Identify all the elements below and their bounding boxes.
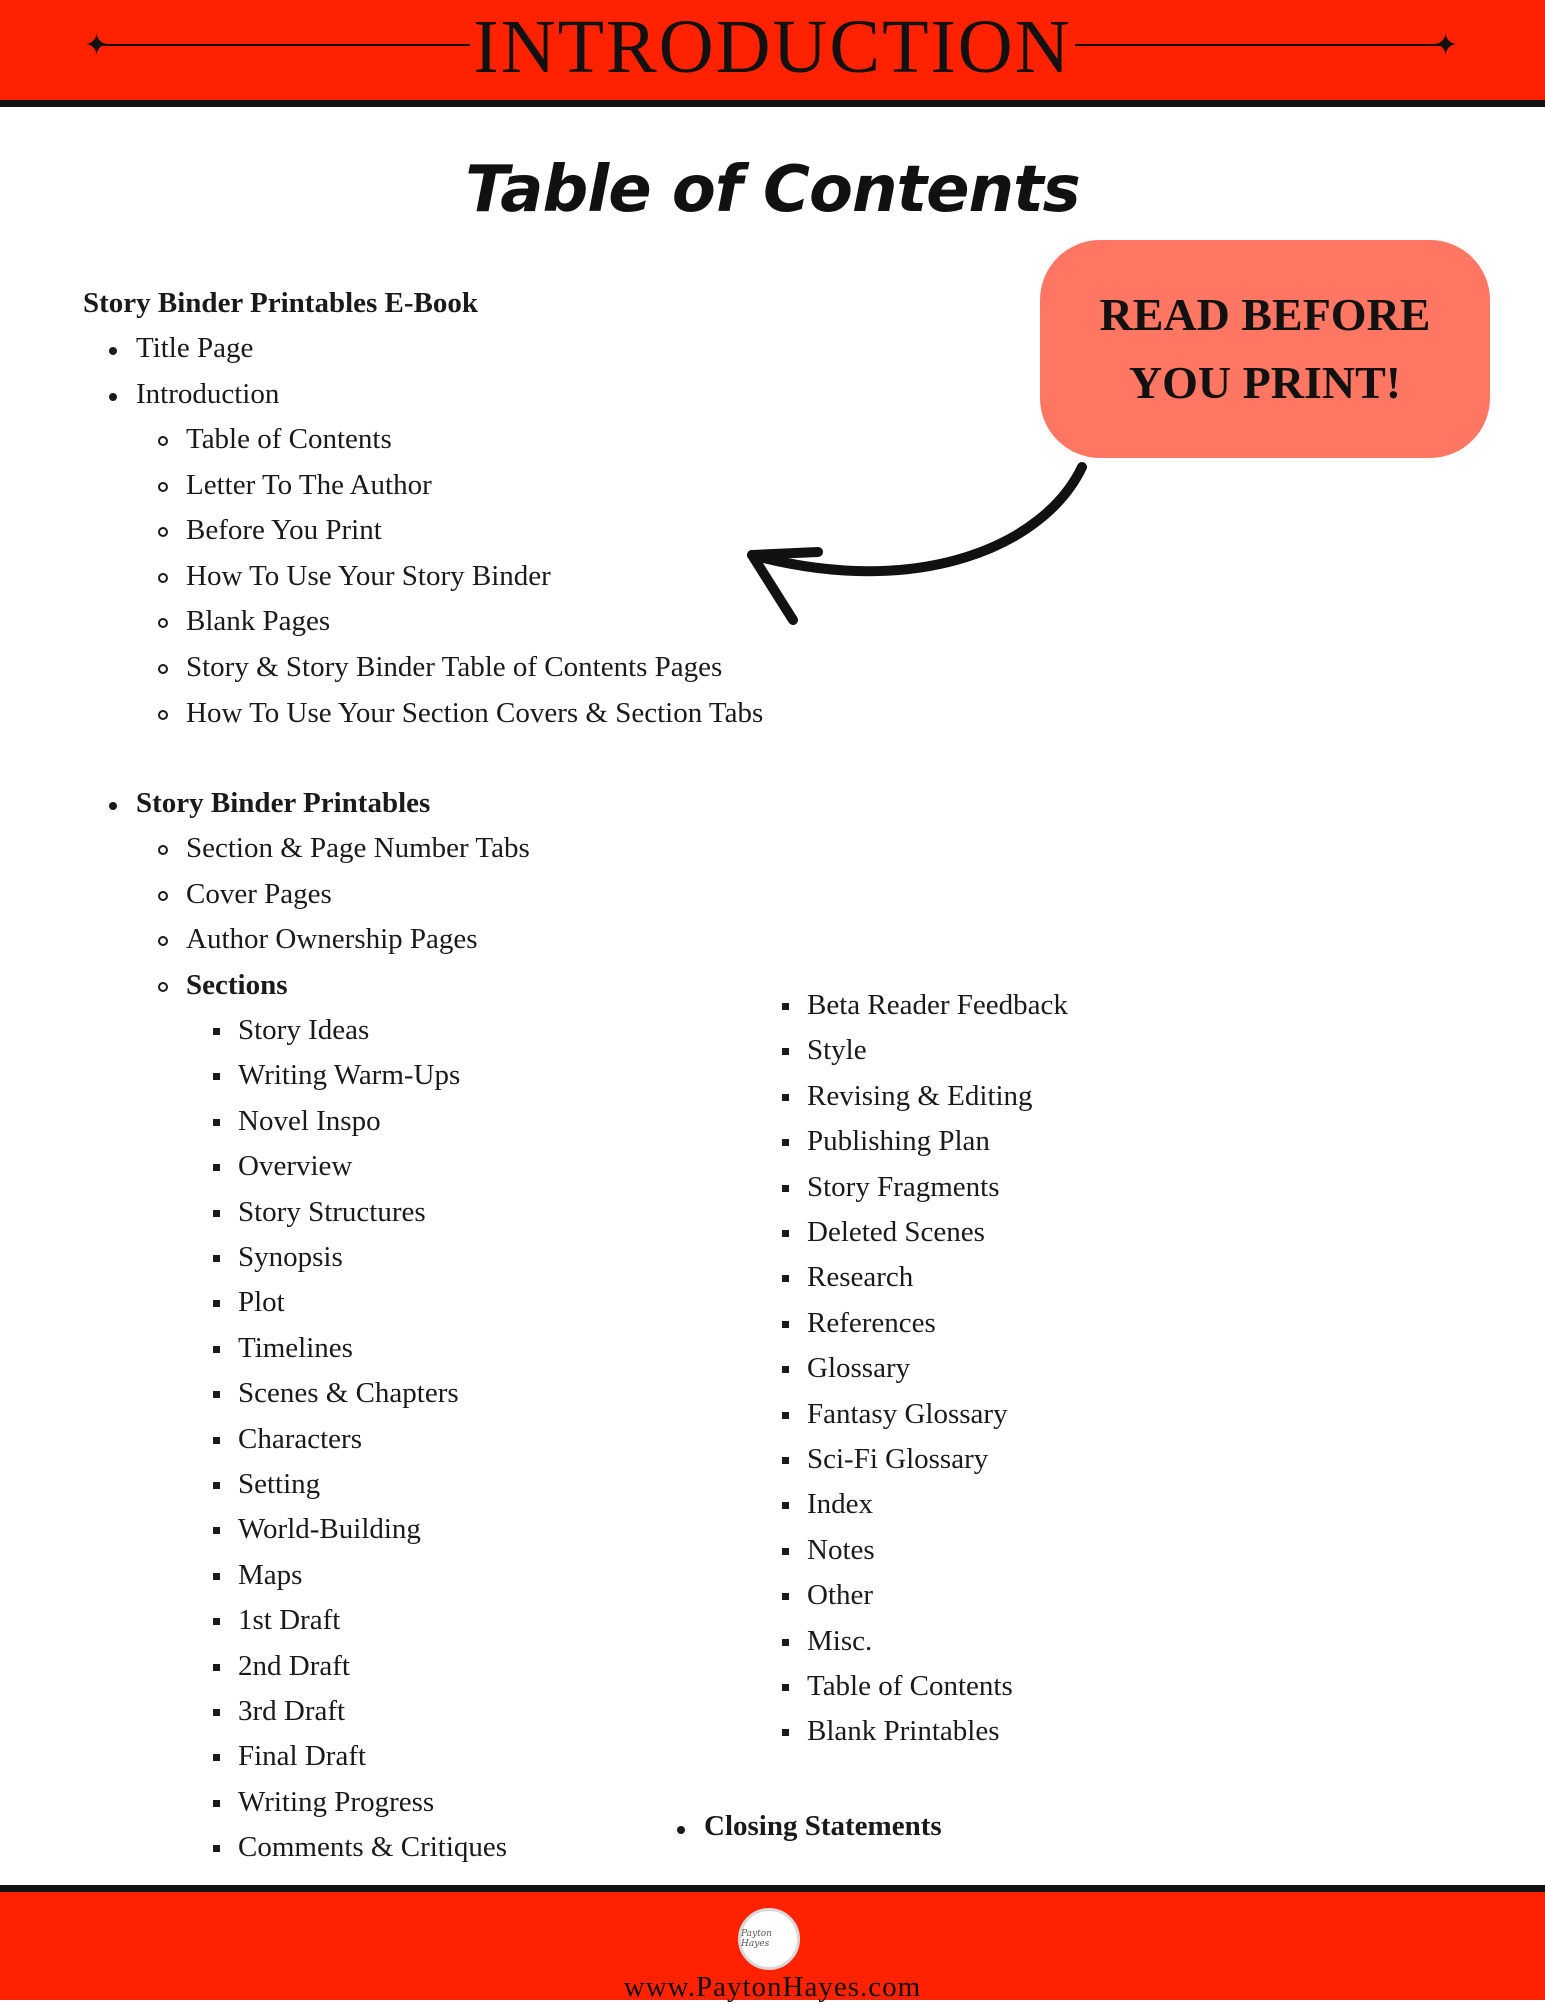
header-left-line [100, 44, 470, 46]
square-bullet-icon [782, 1412, 789, 1419]
square-bullet-icon [213, 1527, 220, 1534]
section-item: Characters [238, 1422, 362, 1455]
square-bullet-icon [782, 1729, 789, 1736]
square-bullet-icon [782, 1275, 789, 1282]
toc-item-printables: Story Binder Printables [136, 787, 431, 819]
section-item: References [807, 1306, 936, 1339]
section-item: Publishing Plan [807, 1125, 990, 1158]
page-title: Table of Contents [465, 153, 1080, 227]
square-bullet-icon [782, 1366, 789, 1373]
square-bullet-icon [782, 1230, 789, 1237]
bullet-icon [109, 802, 117, 810]
square-bullet-icon [213, 1255, 220, 1262]
section-item: Deleted Scenes [807, 1216, 985, 1248]
header-title: INTRODUCTION [473, 5, 1072, 89]
section-item: Story Structures [238, 1195, 426, 1228]
section-item: Table of Contents [807, 1670, 1013, 1702]
square-bullet-icon [782, 1684, 789, 1691]
toc-subitem: Letter To The Author [186, 468, 432, 501]
toc-subitem: Blank Pages [186, 605, 331, 638]
section-item: 3rd Draft [238, 1695, 346, 1727]
square-bullet-icon [213, 1482, 220, 1489]
square-bullet-icon [782, 1593, 789, 1600]
square-bullet-icon [782, 1639, 789, 1646]
section-item: Beta Reader Feedback [807, 989, 1068, 1021]
section-item: Notes [807, 1533, 875, 1566]
circle-bullet-icon [158, 527, 168, 537]
section-item: Sci-Fi Glossary [807, 1443, 989, 1475]
section-item: Research [807, 1261, 914, 1294]
square-bullet-icon [782, 1502, 789, 1509]
square-bullet-icon [213, 1119, 220, 1126]
section-item: Plot [238, 1286, 285, 1319]
circle-bullet-icon [158, 982, 168, 992]
section-item: Story Fragments [807, 1170, 1000, 1203]
square-bullet-icon [782, 1003, 789, 1010]
circle-bullet-icon [158, 845, 168, 855]
section-item: 2nd Draft [238, 1649, 350, 1682]
section-item: Final Draft [238, 1740, 367, 1773]
header-right-line [1075, 44, 1445, 46]
toc-heading: Story Binder Printables E-Book [83, 287, 479, 319]
header-rule [0, 100, 1545, 107]
section-item: Timelines [238, 1331, 353, 1364]
square-bullet-icon [213, 1028, 220, 1035]
bullet-icon [677, 1826, 685, 1834]
toc-subitem: Before You Print [186, 514, 382, 547]
section-item: Index [807, 1488, 874, 1521]
square-bullet-icon [213, 1800, 220, 1807]
square-bullet-icon [213, 1164, 220, 1171]
section-item: Fantasy Glossary [807, 1397, 1008, 1430]
section-item: Style [807, 1034, 867, 1067]
square-bullet-icon [782, 1094, 789, 1101]
square-bullet-icon [782, 1457, 789, 1464]
payton-hayes-logo: Payton Hayes [738, 1908, 800, 1970]
toc-subitem: Author Ownership Pages [186, 923, 478, 956]
square-bullet-icon [213, 1073, 220, 1080]
section-item: Maps [238, 1558, 303, 1591]
footer-url: www.PaytonHayes.com [623, 1971, 922, 2003]
section-item: Blank Printables [807, 1715, 1000, 1748]
square-bullet-icon [213, 1210, 220, 1217]
toc-subitem: Section & Page Number Tabs [186, 832, 530, 864]
square-bullet-icon [213, 1391, 220, 1398]
curved-arrow-icon [730, 455, 1090, 635]
section-item: Overview [238, 1150, 353, 1183]
toc-subitem: How To Use Your Story Binder [186, 559, 551, 592]
section-item: Misc. [807, 1624, 873, 1657]
square-bullet-icon [782, 1321, 789, 1328]
section-item: World-Building [238, 1513, 421, 1546]
section-item: Glossary [807, 1352, 911, 1385]
section-item: Other [807, 1579, 874, 1612]
section-item: Scenes & Chapters [238, 1377, 459, 1410]
square-bullet-icon [213, 1754, 220, 1761]
circle-bullet-icon [158, 710, 168, 720]
section-item: Setting [238, 1468, 321, 1500]
toc-subitem: How To Use Your Section Covers & Section Tabs [186, 696, 764, 729]
square-bullet-icon [213, 1573, 220, 1580]
circle-bullet-icon [158, 891, 168, 901]
toc-item-title-page: Title Page [136, 332, 254, 364]
toc-subitem: Table of Contents [186, 423, 392, 455]
section-item: Story Ideas [238, 1014, 370, 1046]
read-before-print-callout [1040, 240, 1490, 458]
toc-subitem: Story & Story Binder Table of Contents Pages [186, 651, 723, 683]
square-bullet-icon [213, 1845, 220, 1852]
footer-rule [0, 1885, 1545, 1892]
circle-bullet-icon [158, 573, 168, 583]
sparkle-left-icon: ✦ [84, 28, 110, 63]
section-item: Synopsis [238, 1241, 343, 1273]
toc-item-sections: Sections [186, 969, 288, 1001]
section-item: Revising & Editing [807, 1079, 1033, 1112]
section-item: Writing Progress [238, 1785, 435, 1818]
callout-text: READ BEFORE YOU PRINT! [1099, 289, 1431, 408]
square-bullet-icon [782, 1139, 789, 1146]
toc-item-closing: Closing Statements [704, 1810, 942, 1842]
square-bullet-icon [213, 1346, 220, 1353]
square-bullet-icon [213, 1300, 220, 1307]
toc-item-introduction: Introduction [136, 378, 280, 410]
circle-bullet-icon [158, 936, 168, 946]
square-bullet-icon [213, 1437, 220, 1444]
square-bullet-icon [213, 1709, 220, 1716]
bullet-icon [109, 347, 117, 355]
circle-bullet-icon [158, 436, 168, 446]
square-bullet-icon [782, 1185, 789, 1192]
square-bullet-icon [213, 1618, 220, 1625]
section-item: Writing Warm-Ups [238, 1059, 461, 1092]
circle-bullet-icon [158, 664, 168, 674]
square-bullet-icon [782, 1048, 789, 1055]
toc-subitem: Cover Pages [186, 877, 332, 910]
section-item: Novel Inspo [238, 1104, 381, 1137]
circle-bullet-icon [158, 618, 168, 628]
section-item: 1st Draft [238, 1604, 341, 1637]
bullet-icon [109, 393, 117, 401]
sparkle-right-icon: ✦ [1433, 28, 1459, 63]
square-bullet-icon [213, 1664, 220, 1671]
square-bullet-icon [782, 1548, 789, 1555]
circle-bullet-icon [158, 482, 168, 492]
section-item: Comments & Critiques [238, 1831, 508, 1864]
